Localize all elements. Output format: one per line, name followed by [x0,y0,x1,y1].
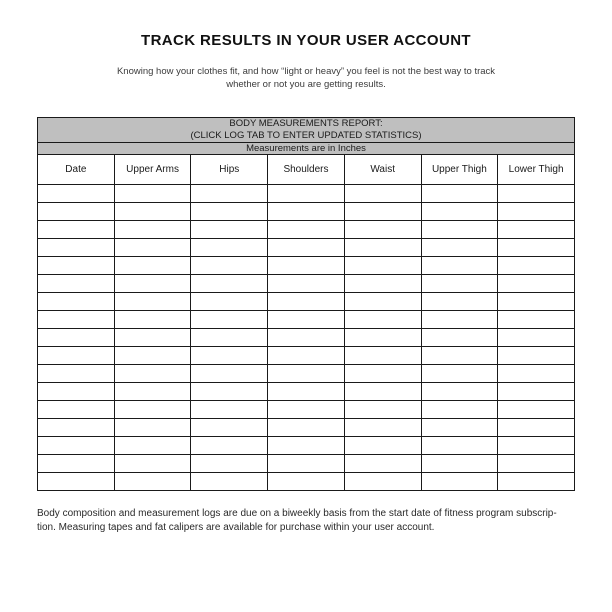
empty-cell [421,365,498,383]
empty-cell [421,347,498,365]
empty-cell [498,311,575,329]
footer-note [37,507,575,535]
empty-cell [114,185,191,203]
column-header-date: Date [38,155,115,185]
empty-cell [191,437,268,455]
column-header-upper-thigh: Upper Thigh [421,155,498,185]
empty-cell [421,203,498,221]
empty-cell [114,347,191,365]
empty-cell [38,221,115,239]
empty-cell [38,401,115,419]
table-row [38,401,575,419]
empty-cell [498,383,575,401]
empty-cell [498,293,575,311]
page-title: TRACK RESULTS IN YOUR USER ACCOUNT [141,32,471,49]
empty-cell [114,401,191,419]
empty-cell [268,437,345,455]
units-note: Measurements are in Inches [38,143,575,155]
table-row [38,311,575,329]
empty-cell [114,293,191,311]
table-row [38,365,575,383]
empty-cell [268,329,345,347]
empty-cell [498,203,575,221]
footer-line-2: tion. Measuring tapes and fat calipers are available for purchase within your user account. [37,522,435,533]
empty-cell [268,473,345,491]
intro-line-2: whether or not you are getting results. [226,79,386,90]
table-row [38,239,575,257]
empty-cell [344,365,421,383]
empty-cell [114,203,191,221]
empty-cell [268,401,345,419]
empty-cell [344,437,421,455]
empty-cell [268,365,345,383]
empty-cell [114,383,191,401]
empty-cell [498,473,575,491]
empty-cell [38,347,115,365]
empty-cell [421,419,498,437]
table-row [38,185,575,203]
empty-cell [38,293,115,311]
empty-cell [344,347,421,365]
table-title-row [38,118,575,143]
empty-cell [344,473,421,491]
table-row [38,383,575,401]
column-header-waist: Waist [344,155,421,185]
empty-cell [421,239,498,257]
table-title-band [38,118,575,143]
empty-cell [114,455,191,473]
empty-cell [498,401,575,419]
table-row [38,455,575,473]
empty-cell [421,329,498,347]
empty-cell [268,293,345,311]
empty-cell [38,473,115,491]
table-row [38,347,575,365]
empty-cell [344,203,421,221]
empty-cell [38,203,115,221]
empty-cell [498,365,575,383]
table-row [38,293,575,311]
empty-cell [498,239,575,257]
empty-cell [38,185,115,203]
empty-cell [268,221,345,239]
empty-cell [268,311,345,329]
empty-cell [38,383,115,401]
empty-cell [421,293,498,311]
empty-cell [38,257,115,275]
empty-cell [498,455,575,473]
empty-cell [114,473,191,491]
empty-cell [498,419,575,437]
column-header-lower-thigh: Lower Thigh [498,155,575,185]
empty-cell [421,383,498,401]
table-row [38,473,575,491]
empty-cell [498,257,575,275]
empty-cell [114,437,191,455]
empty-cell [268,239,345,257]
empty-cell [268,455,345,473]
table-row [38,419,575,437]
empty-cell [498,275,575,293]
empty-cell [38,455,115,473]
intro-line-1: Knowing how your clothes fit, and how “light or heavy” you feel is not the best way to track [116,66,496,77]
units-row [38,143,575,155]
table-row [38,203,575,221]
empty-cell [38,437,115,455]
table-title-line-1: BODY MEASUREMENTS REPORT: [229,118,383,129]
empty-cell [268,347,345,365]
empty-cell [344,275,421,293]
empty-cell [114,329,191,347]
empty-cell [191,203,268,221]
empty-cell [191,257,268,275]
table-row [38,275,575,293]
empty-cell [191,221,268,239]
column-header-upper-arms: Upper Arms [114,155,191,185]
empty-cell [344,383,421,401]
empty-cell [38,239,115,257]
table-row [38,221,575,239]
empty-cell [191,473,268,491]
empty-cell [268,203,345,221]
table-row [38,257,575,275]
empty-cell [344,293,421,311]
column-header-shoulders: Shoulders [268,155,345,185]
empty-cell [114,257,191,275]
empty-cell [498,221,575,239]
empty-cell [268,383,345,401]
empty-cell [191,455,268,473]
empty-cell [38,275,115,293]
empty-cell [268,185,345,203]
empty-cell [421,401,498,419]
empty-cell [344,401,421,419]
empty-cell [421,473,498,491]
empty-cell [268,275,345,293]
empty-cell [344,185,421,203]
table-title-line-2: (CLICK LOG TAB TO ENTER UPDATED STATISTICS) [190,130,422,141]
empty-cell [191,311,268,329]
empty-cell [421,257,498,275]
measurements-table [37,117,575,491]
empty-cell [344,239,421,257]
table-row [38,329,575,347]
empty-cell [498,329,575,347]
empty-cell [191,329,268,347]
empty-cell [344,311,421,329]
empty-cell [191,275,268,293]
empty-cell [191,419,268,437]
footer-line-1: Body composition and measurement logs are due on a biweekly basis from the start date of fitness program subscrip- [37,508,557,519]
empty-cell [191,185,268,203]
empty-cell [191,383,268,401]
empty-cell [38,419,115,437]
empty-cell [344,329,421,347]
empty-cell [268,419,345,437]
empty-cell [498,185,575,203]
empty-cell [344,419,421,437]
empty-cell [498,437,575,455]
empty-cell [114,275,191,293]
empty-cell [191,239,268,257]
empty-cell [114,239,191,257]
empty-cell [191,293,268,311]
empty-cell [344,257,421,275]
empty-cell [421,185,498,203]
empty-cell [191,347,268,365]
empty-cell [191,365,268,383]
empty-cell [421,311,498,329]
column-header-row [38,155,575,185]
intro-text [86,65,526,91]
empty-cell [268,257,345,275]
empty-cell [38,311,115,329]
empty-cell [191,401,268,419]
empty-cell [114,311,191,329]
empty-cell [421,455,498,473]
empty-cell [498,347,575,365]
empty-cell [421,437,498,455]
empty-cell [344,221,421,239]
empty-cell [114,365,191,383]
empty-cell [344,455,421,473]
column-header-hips: Hips [191,155,268,185]
empty-cell [38,329,115,347]
empty-cell [114,419,191,437]
empty-cell [114,221,191,239]
table-row [38,437,575,455]
empty-cell [38,365,115,383]
empty-cell [421,275,498,293]
empty-cell [421,221,498,239]
